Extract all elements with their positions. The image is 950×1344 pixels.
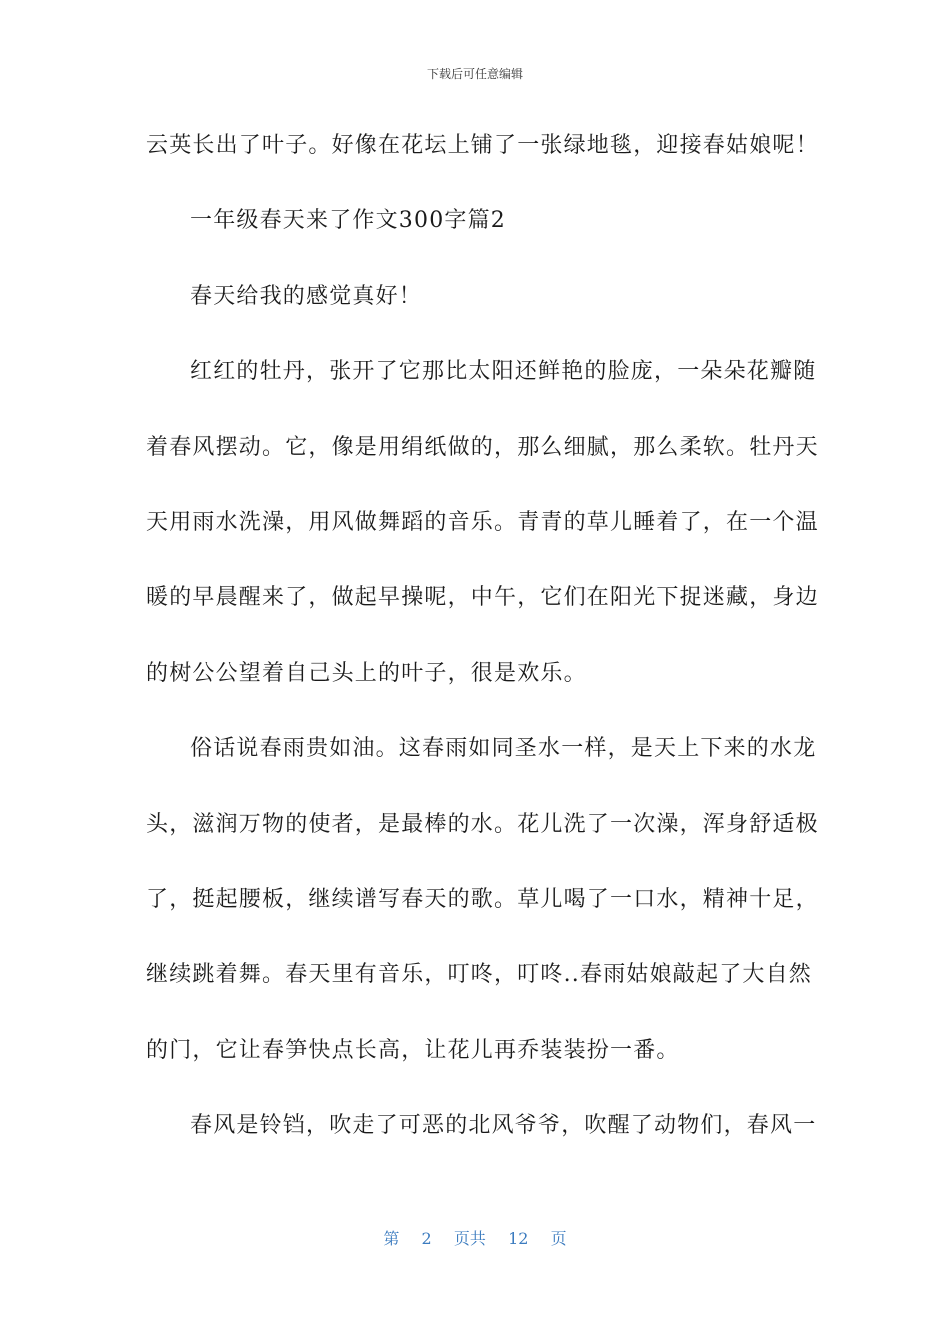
- text-line: 的门，它让春笋快点长高，让花儿再乔装装扮一番。: [146, 1037, 680, 1063]
- text-line: 春风是铃铛，吹走了可恶的北风爷爷，吹醒了动物们，春风一: [190, 1113, 817, 1139]
- text-line: 暖的早晨醒来了，做起早操呢，中午，它们在阳光下捉迷藏，身边: [146, 585, 819, 611]
- text-line: 的树公公望着自己头上的叶子，很是欢乐。: [146, 660, 587, 686]
- page-footer: [0, 1229, 950, 1249]
- text-line: 着春风摆动。它，像是用绢纸做的，那么细腻，那么柔软。牡丹天: [146, 434, 819, 460]
- section-heading: 一年级春天来了作文300字篇2: [190, 208, 506, 234]
- page-number: 第 2 页共 12 页: [383, 1229, 567, 1248]
- text-line: 红红的牡丹，张开了它那比太阳还鲜艳的脸庞，一朵朵花瓣随: [190, 359, 817, 385]
- text-line: 云英长出了叶子。好像在花坛上铺了一张绿地毯，迎接春姑娘呢！: [146, 133, 819, 158]
- text-line: 了，挺起腰板，继续谱写春天的歌。草儿喝了一口水，精神十足，: [146, 886, 819, 912]
- document-body: [146, 126, 819, 1181]
- text-line: 俗话说春雨贵如油。这春雨如同圣水一样，是天上下来的水龙: [190, 736, 817, 762]
- text-line: 天用雨水洗澡，用风做舞蹈的音乐。青青的草儿睡着了，在一个温: [146, 509, 819, 535]
- text-line: 头，滋润万物的使者，是最棒的水。花儿洗了一次澡，浑身舒适极: [146, 811, 819, 837]
- text-line: 春天给我的感觉真好！: [190, 283, 423, 309]
- text-line: 继续跳着舞。春天里有音乐，叮咚，叮咚..春雨姑娘敲起了大自然: [146, 962, 812, 988]
- page-header: 下载后可任意编辑: [426, 67, 523, 81]
